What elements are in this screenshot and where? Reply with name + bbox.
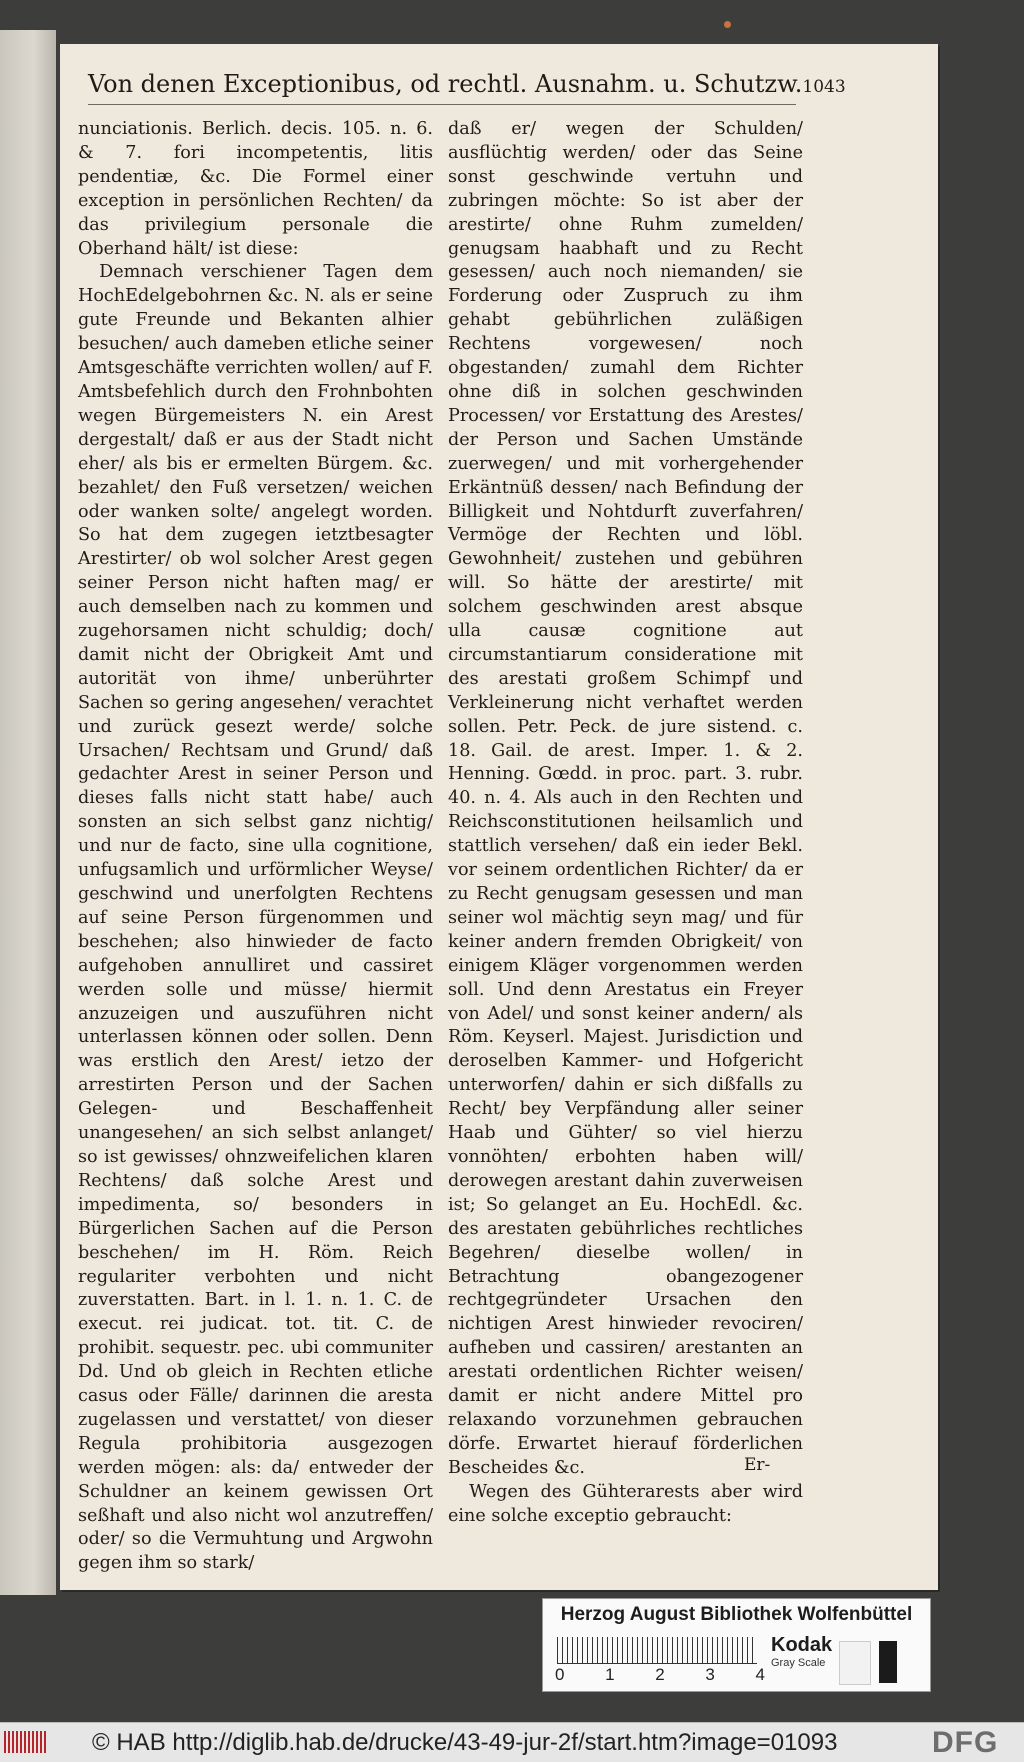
paper-mark — [724, 21, 731, 28]
ruler-numbers — [555, 1665, 765, 1685]
color-scale-card — [542, 1598, 931, 1692]
page-number: 1043 — [802, 77, 846, 97]
right-paragraph-2: Wegen des Gühterarests aber wird eine solche exceptio gebraucht: — [448, 1481, 803, 1526]
ruler-number: 1 — [605, 1665, 615, 1684]
gray-scale-label: Gray Scale — [771, 1657, 826, 1669]
ruler-number: 3 — [705, 1665, 715, 1684]
running-header — [88, 70, 846, 105]
left-column — [78, 118, 433, 1576]
copyright-url[interactable]: © HAB http://diglib.hab.de/drucke/43-49-jur-2f/start.htm?image=01093 — [92, 1729, 838, 1756]
library-label: Herzog August Bibliothek Wolfenbüttel — [560, 1604, 913, 1625]
left-paragraph-2: Demnach verschiener Tagen dem HochEdelgebohrnen &c. N. als er seine gute Freunde und Bekanten alhier besuchen/ auch dameben etliche seiner Amtsgeschäfte verrichten wollen/ auf F. Amtsbefehlich durch den Frohnbohten wegen Bürgemeisters N. ein Arest dergestalt/ daß er aus der Stadt nicht eher/ als bis er ermelten Bürgem. &c. bezahlet/ den Fuß versetzen/ weichen oder wanken solte/ angelegt worden. So hat dem zugegen ietztbesagter Arestirter/ ob wol solcher Arest gegen seiner Person nicht haften mag/ er auch demselben nach zu kommen und zugehorsamen nicht schuldig; doch/ damit nicht der Obrigkeit Amt und autorität von ihme/ unberührter Sachen so gering angesehen/ verachtet und zurück gesezt werde/ solche Ursachen/ Rechtsam und Grund/ daß gedachter Arest in seiner Person und dieses falls nicht statt habe/ auch sonsten an sich selbst ganz nichtig/ und nur de facto, sine ulla cognitione, unfugsamlich und urförmlicher Weyse/ geschwind und unerfolgten Rechtens auf seine Person fürgenommen und beschehen; also hinwieder de facto aufgehoben annulliret und cassiret werden solle und müsse/ hiermit anzuzeigen und auszuführen nicht unterlassen können oder sollen. Denn was erstlich den Arest/ ietzo der arrestirten Person und der Sachen Gelegen- und Beschaffenheit unangesehen/ an sich selbst anlanget/ so ist gewisses/ ohnzweifelichen klaren Rechtens/ daß solche Arest und impedimenta, so/ besonders in Bürgerlichen Sachen auf die Person beschehen/ im H. Röm. Reich regulariter verbohten und nicht zuverstatten. Bart. in l. 1. n. 1. C. de execut. rei judicat. tot. tit. C. de prohibit. sequestr. pec. ubi communiter Dd. Und ob gleich in Rechten etliche casus oder Fälle/ darinnen die aresta zugelassen und verstattet/ von dieser Regula prohibitoria ausgezogen werden mögen: als: da/ entweder der Schuldner an keinem gewissen Ort seßhaft und also nicht wol anzutreffen/ oder/ so die Vermuhtung und Argwohn gegen ihm so stark/ — [78, 262, 433, 1574]
ruler-number: 2 — [655, 1665, 665, 1684]
barcode-icon — [4, 1731, 46, 1753]
right-paragraph-1: daß er/ wegen der Schulden/ ausflüchtig werden/ oder das Seine sonst geschwinde vertuhn und zubringen möchte: So ist aber der arestirte/ ohne Ruhm zumelden/ genugsam haabhaft und zu Recht gesessen/ auch noch niemanden/ sie Forderung oder Zuspruch zu ihm gehabt gebührlichen zuläßigen Rechtens vorgewesen/ noch obgestanden/ zumahl dem Richter ohne diß in solchen geschwinden Processen/ vor Erstattung des Arestes/ der Person und Sachen Umstände zuerwegen/ und mit vorhergehender Erkäntnüß dessen/ nach Befindung der Billigkeit und Nohtdurft zuverfahren/ Vermöge der Rechten und löbl. Gewohnheit/ zustehen und gebühren will. So hätte der arestirte/ mit solchem geschwinden arest absque ulla causæ cognitione aut circumstantiarum consideratione mit des arestati großem Schimpf und Verkleinerung nicht verhaftet werden sollen. Petr. Peck. de jure sistend. c. 18. Gail. de arest. Imper. 1. & 2. Henning. Gœdd. in proc. part. 3. rubr. 40. n. 4. Als auch in den Rechten und Reichsconstitutionen heilsamlich und stattlich versehen/ daß ein ieder Bekl. vor seinem ordentlichen Richter/ da er zu Recht genugsam gesessen und man seiner wol mächtig seyn mag/ und für keiner andern fremden Obrigkeit/ von einigem Kläger vorgenommen werden soll. Und denn Arestatus ein Freyer von Adel/ und sonst keiner andern/ als Röm. Keyserl. Majest. Jurisdiction und deroselben Kammer- und Hofgericht unterworfen/ dahin er sich dißfalls zu Recht/ bey Verpfändung aller seiner Haab und Gühter/ so viel hierzu vonnöhten/ erbohten haben will/ derowegen arestant dahin zuverweisen ist; So gelanget an Eu. HochEdl. &c. des arestaten gebührliches rechtliches Begehren/ dieselbe wollen/ in Betrachtung obangezogener rechtgegründeter Ursachen den nichtigen Arest hinwieder revociren/ aufheben und cassiren/ arestanten an arestati ordentlichen Richter weisen/ damit er nicht andere Mittel pro relaxando vorzunehmen gebrauchen dörfe. Erwartet hierauf förderlichen Bescheides &c. — [448, 119, 803, 1478]
kodak-brand: Kodak — [771, 1634, 833, 1656]
catchword: Er- — [744, 1455, 771, 1475]
dfg-logo: DFG — [932, 1726, 999, 1759]
ruler-number: 4 — [755, 1665, 765, 1684]
previous-page-edge — [0, 30, 56, 1595]
footer-bar — [0, 1722, 1024, 1762]
ruler-scale — [557, 1637, 757, 1664]
white-patch — [839, 1641, 871, 1685]
ruler-number: 0 — [555, 1665, 565, 1684]
header-title: Von denen Exceptionibus, od rechtl. Ausnahm. u. Schutzw. — [88, 70, 803, 98]
black-patch — [879, 1641, 897, 1683]
right-column — [448, 118, 803, 1528]
left-paragraph-1: nunciationis. Berlich. decis. 105. n. 6. & 7. fori incompetentis, litis pendentiæ, &c. Die Formel einer exception in persönlichen Rechten/ da das privilegium personale die Oberhand hält/ ist diese: — [78, 119, 433, 259]
